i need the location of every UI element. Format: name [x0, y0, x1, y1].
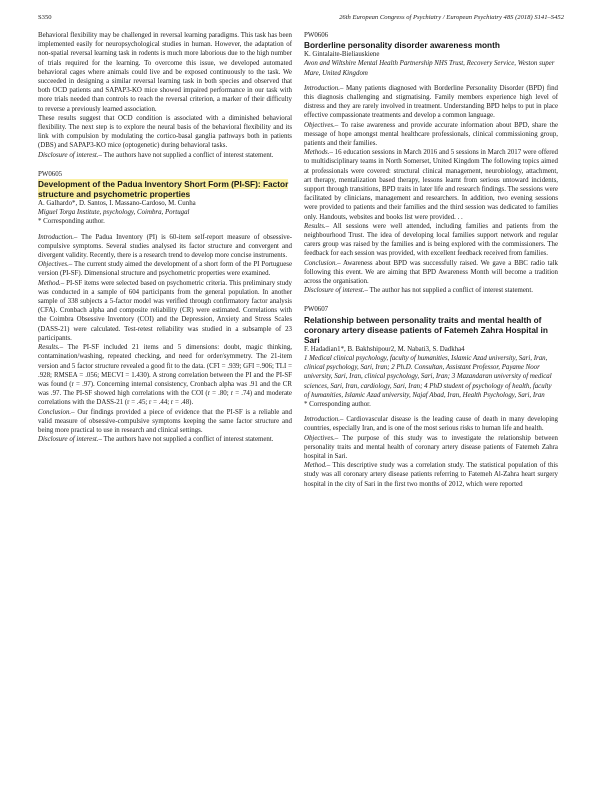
section-text: Many patients diagnosed with Borderline Personality Disorder (BPD) find this diagnosis challenging and stigmatising. Family members experience high level of distress and they are rarely involved in treatment. Understanding BPD helps to put in place effective compassionate treatments and develop a common language. — [304, 84, 558, 120]
abstract-code: PW0606 — [304, 32, 329, 39]
abstract-pw0607 — [304, 305, 558, 488]
abstract-pw0606 — [304, 31, 558, 295]
section-label: Method.– — [304, 462, 331, 470]
section-label: Methods.– — [304, 149, 333, 157]
abstract-section — [38, 435, 292, 444]
abstract-title: Relationship between personality traits and mental health of coronary artery disease patients of Fatemeh Zahra Hospital in Sari — [304, 314, 548, 345]
section-label: Results.– — [38, 344, 64, 352]
abstract-section — [38, 279, 292, 343]
section-label: Method.– — [38, 279, 65, 287]
section-label: Objectives.– — [304, 434, 339, 442]
abstract-pw0605 — [38, 170, 292, 444]
section-text: This descriptive study was a correlation study. The statistical population of this study was all coronary artery disease patients referring to Fatemeh Al-Zahra heart surgery hospital in the city of Sari in the first two months of 2012, which were reported — [304, 462, 558, 488]
abstract-affiliation: Miguel Torga Institute, psychology, Coimbra, Portugal — [38, 209, 190, 217]
abstract-code: PW0605 — [38, 170, 63, 178]
abstract-authors: K. Gintalaite-Bieliauskiene — [304, 51, 380, 59]
abstract-section — [304, 461, 558, 489]
page-number: S350 — [38, 14, 52, 21]
section-text: Our findings provided a piece of evidence that the PI-SF is a reliable and valid measure of obsessive-compulsive symptoms keeping the same factor structure and being more practical to use in research and clinical settings. — [38, 408, 292, 434]
abstract-code: PW0607 — [304, 306, 329, 314]
abstract-authors: F. Hadadian1*, B. Bakhshipour2, M. Nabati3, S. Dadkha4 — [304, 345, 465, 353]
section-text: Cardiovascular disease is the leading cause of death in many developing countries, especially Iran, and is one of the most serious risks to human life and health. — [304, 416, 558, 433]
section-text: The current study aimed the development of a short form of the PI Portuguese version (PI-SF). Dimensional structure and psychometric properties were examined. — [38, 261, 292, 278]
abstract-section — [304, 222, 558, 259]
abstract-section — [38, 408, 292, 436]
intro-paragraph: Behavioral flexibility may be challenged in reversal learning paradigms. This task has been implemented easily for neuropsychological studies in human. However, the adaptation of non-spatial reversal learning task in rodents is much more laborious due to the high number of trials required for the learning. To overcome this issue, we developed automated behavioral cages where animals could live and be exposed continuously to the task. We succeeded in designing a similar reversal learning task in both species and observed that both OCD patients and SAPAP3-KO mice showed impaired performance in our task with more trials needed than controls to reach the reversal criterion, a marker of their difficulty to reverse a previously learned association. — [38, 32, 292, 113]
section-text: PI-SF items were selected based on psychometric criteria. This preliminary study was conducted in a sample of 604 participants from the general population. In another sample of 338 subjects a 5-factor model was verified through confirmatory factor analysis (CFA). Cronbach alpha and composite reliability (CR) were estimated. Correlations with the Coimbra Obsessive Inventory (COI) and the Depression, Anxiety and Stress Scales (DASS-21) were calculated. Test-retest reliability was studied in a subsample of 23 participants. — [38, 279, 292, 342]
section-text: The authors have not supplied a conflict of interest statement. — [102, 151, 274, 159]
abstract-section — [38, 233, 292, 261]
section-text: To raise awareness and provide accurate information about BPD, share the message of hope amongst mental healthcare professionals, clinical commissioning group, patients and their families. — [304, 121, 558, 148]
section-label: Disclosure of interest.– — [38, 436, 102, 444]
corresponding-author: * Corresponding author. — [304, 400, 371, 408]
section-label: Results.– — [304, 222, 330, 230]
section-text: All sessions were well attended, including families and patients from the neighbourhood Trust. The idea of developing local families support network and regular carers group was raised by the families and is being explored with the commissioners. The feedback for each session was provided, with excellent feedback received from families. — [304, 222, 558, 258]
section-label: Objectives.– — [304, 121, 339, 129]
section-text: The authors have not supplied a conflict of interest statement. — [102, 436, 274, 444]
abstract-section — [304, 415, 558, 433]
abstract-affiliation: 1 Medical clinical psychology, faculty of humanities, Islamic Azad university, Sari, Iran, clinical psychology, Sari, Iran; 2 Ph.D. Consultan, Assistant Professor, Payame Noor university, Sari, Iran, clinical psychology, Sari, Iran; 3 Mazandaran university of medical sciences, Sari, Iran, cardiology, Sari, Iran; 4 PhD student of psychology of health, faculty of humanities, Islamic Azad university, Najaf Abad, Iran, Health Psychology, Sari, Iran — [304, 354, 552, 399]
corresponding-author: * Corresponding author. — [38, 218, 105, 226]
section-text: Awareness about BPD was successfully raised. We gave a BBC radio talk following this event. We are aiming that BPD Awareness Month will become a tradition across the organisation. — [304, 259, 558, 286]
section-text: The Padua Inventory (PI) is 60-item self-report measure of obsessive-compulsive symptoms. Several studies analysed its factor structure and convergent and divergent validity. Recently, there is a research trend to develop more concise instruments. — [38, 233, 292, 260]
abstract-section — [304, 84, 558, 121]
disclosure-paragraph — [38, 151, 292, 160]
section-label: Conclusion.– — [38, 408, 75, 416]
left-column — [38, 31, 292, 444]
abstract-title — [38, 179, 292, 199]
running-header — [38, 14, 564, 26]
section-text: The purpose of this study was to investigate the relationship between personality traits and mental health of coronary artery disease patients of Fatemeh Zahra hospital in Sari. — [304, 434, 558, 460]
abstract-section — [304, 286, 558, 295]
section-label: Introduction.– — [304, 84, 344, 92]
section-label: Disclosure of interest.– — [38, 151, 102, 159]
section-label: Introduction.– — [38, 233, 78, 241]
section-text: The PI-SF included 21 items and 5 dimensions: doubt, magic thinking, contamination/washing, repeated checking, and need for order/symmetry. The 21-item version and 5 factor structure revealed a good fit to the data. (CFI = .939; GFI =.906; TLI = .928; RMSEA = .056; MECVI = 1.430). A strong correlation between the PI and the PI-SF was found (r = .97). Concerning internal consistency, Cronbach alpha was .91 and the CR was .97. The PI-SF showed high correlations with the COI (r = .80; r = .74) and moderate correlations with the DASS-21 (r = .45; r = .44; r = .48). — [38, 344, 292, 407]
section-label: Introduction.– — [304, 416, 344, 424]
journal-citation: 26th European Congress of Psychiatry / European Psychiatry 48S (2018) S141–S452 — [339, 14, 564, 21]
abstract-section — [304, 259, 558, 287]
abstract-section — [304, 434, 558, 462]
section-label: Conclusion.– — [304, 259, 341, 267]
abstract-section — [38, 343, 292, 407]
abstract-authors: A. Galhardo*, D. Santos, I. Massano-Cardoso, M. Cunha — [38, 200, 196, 208]
abstract-title: Borderline personality disorder awareness month — [304, 40, 500, 51]
right-column — [304, 31, 558, 489]
highlighted-title: Development of the Padua Inventory Short Form (PI-SF): Factor structure and psychometric properties — [38, 179, 289, 200]
section-text: The author has not supplied a conflict of interest statement. — [368, 287, 534, 295]
abstract-section — [38, 260, 292, 278]
abstract-affiliation: Avon and Wiltshire Mental Health Partnership NHS Trust, Recovery Service, Weston super Mare, United Kingdom — [304, 60, 555, 77]
abstract-section — [304, 148, 558, 222]
intro-paragraph: These results suggest that OCD condition is associated with a diminished behavioral flexibility. The next step is to explore the neural basis of the behavioral flexibility and its link with compulsion by modulating the cortico-basal ganglia pathways both in patients (DBS) and SAPAP3-KO mice (optogenetic) during behavioral tasks. — [38, 114, 292, 150]
section-text: 16 education sessions in March 2016 and 5 sessions in March 2017 were offered to multidisciplinary teams in North Somerset, United Kingdom The following topics aimed at professionals were covered: structural clinical management, neurobiology, attachment, art therapy, mentalization based therapy, lessons learnt from serious untoward incidents, support through transitions, BPD traits in later life and research findings. The sessions were facilitated by clinicians, management and researchers. In addition, two evening sessions were provided to patients and their families and the third session was dedicated to families only. Handouts, websites and books list were provided. . . — [304, 149, 558, 221]
section-label: Disclosure of interest.– — [304, 287, 368, 295]
abstract-section — [304, 121, 558, 149]
section-label: Objectives.– — [38, 261, 73, 269]
